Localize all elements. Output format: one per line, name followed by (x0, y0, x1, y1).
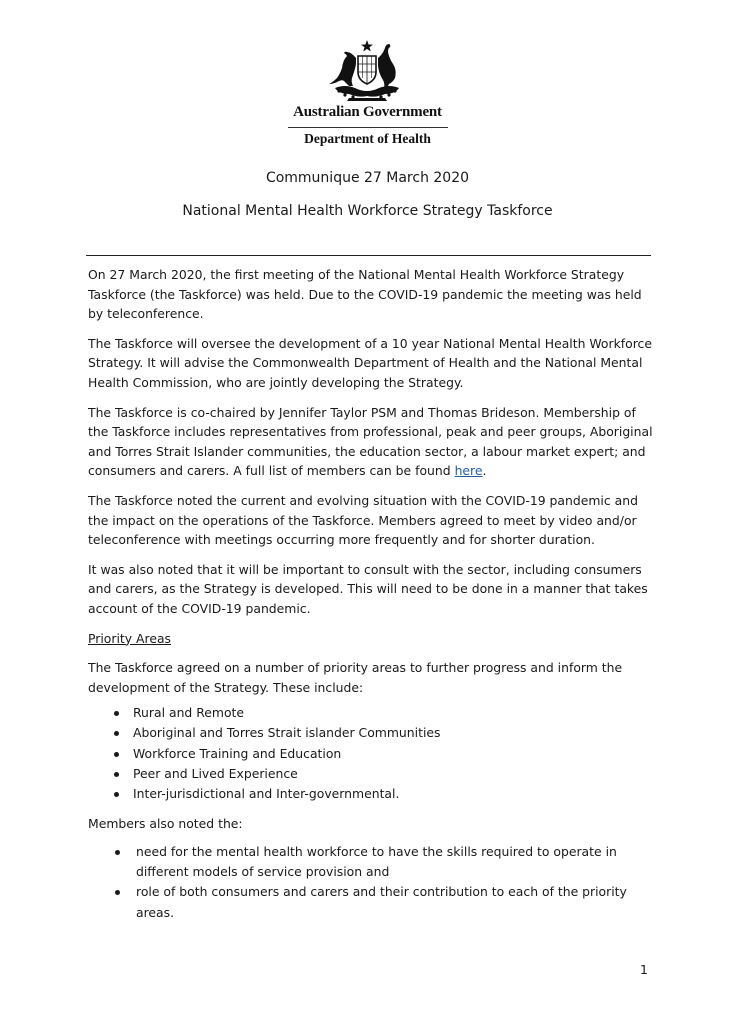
paragraph-covid-impact: The Taskforce noted the current and evolving situation with the COVID-19 pandemic and the impact on the operations of the Taskforce. Members agreed to meet by video and/or teleconference with meetings occurring more frequently and for shorter duration. (88, 492, 638, 548)
members-list-link[interactable]: here (454, 463, 483, 479)
list-item: Rural and Remote (133, 703, 653, 723)
government-name: Australian Government (293, 104, 442, 120)
department-name: Department of Health (304, 131, 431, 146)
list-item: Peer and Lived Experience (133, 764, 653, 784)
paragraph-oversight: The Taskforce will oversee the development of a 10 year National Mental Health Workforce Strategy. It will advise the Commonwealth Department of Health and the National Mental Health Commission, who are jointly developing the Strategy. (88, 335, 652, 390)
paragraph-membership-text: The Taskforce is co-chaired by Jennifer Taylor PSM and Thomas Brideson. Membership of the Taskforce includes representatives from professional, peak and peer groups, Aboriginal and Torres Strait Islander communities, the education sector, a labour market expert; and consumers and carers. A full list of members can be found (88, 404, 653, 479)
paragraph-consultation: It was also noted that it will be important to consult with the sector, including consumers and carers, as the Strategy is developed. This will need to be done in a manner that takes account of the COVID-19 pandemic. (88, 561, 648, 616)
list-item: need for the mental health workforce to have the skills required to operate in different models of service provision and (136, 842, 636, 882)
paragraph-meeting: On 27 March 2020, the first meeting of the National Mental Health Workforce Strategy Taskforce (the Taskforce) was held. Due to the COVID-19 pandemic the meeting was held by teleconference. (88, 267, 642, 322)
list-item: Inter-jurisdictional and Inter-governmental. (133, 784, 653, 804)
commonwealth-coat-of-arms-icon (325, 38, 409, 102)
page-number: 1 (640, 962, 648, 977)
document-title: Communique 27 March 2020 (265, 170, 470, 186)
list-item: Workforce Training and Education (133, 744, 653, 764)
priority-areas-list (88, 703, 653, 804)
document-subtitle: National Mental Health Workforce Strategy Taskforce (182, 203, 553, 219)
priority-areas-heading: Priority Areas (88, 630, 172, 646)
title-divider (86, 255, 651, 256)
list-item: role of both consumers and carers and their contribution to each of the priority areas. (136, 882, 636, 922)
paragraph-membership-end: . (482, 463, 487, 479)
members-intro: Members also noted the: (88, 816, 243, 832)
document-body (88, 265, 653, 923)
priority-intro: The Taskforce agreed on a number of priority areas to further progress and inform the development of the Strategy. These include: (88, 660, 623, 695)
members-noted-list (88, 842, 636, 923)
list-item: Aboriginal and Torres Strait islander Communities (133, 723, 653, 743)
paragraph-membership (88, 403, 653, 481)
government-name-rule (288, 127, 448, 128)
